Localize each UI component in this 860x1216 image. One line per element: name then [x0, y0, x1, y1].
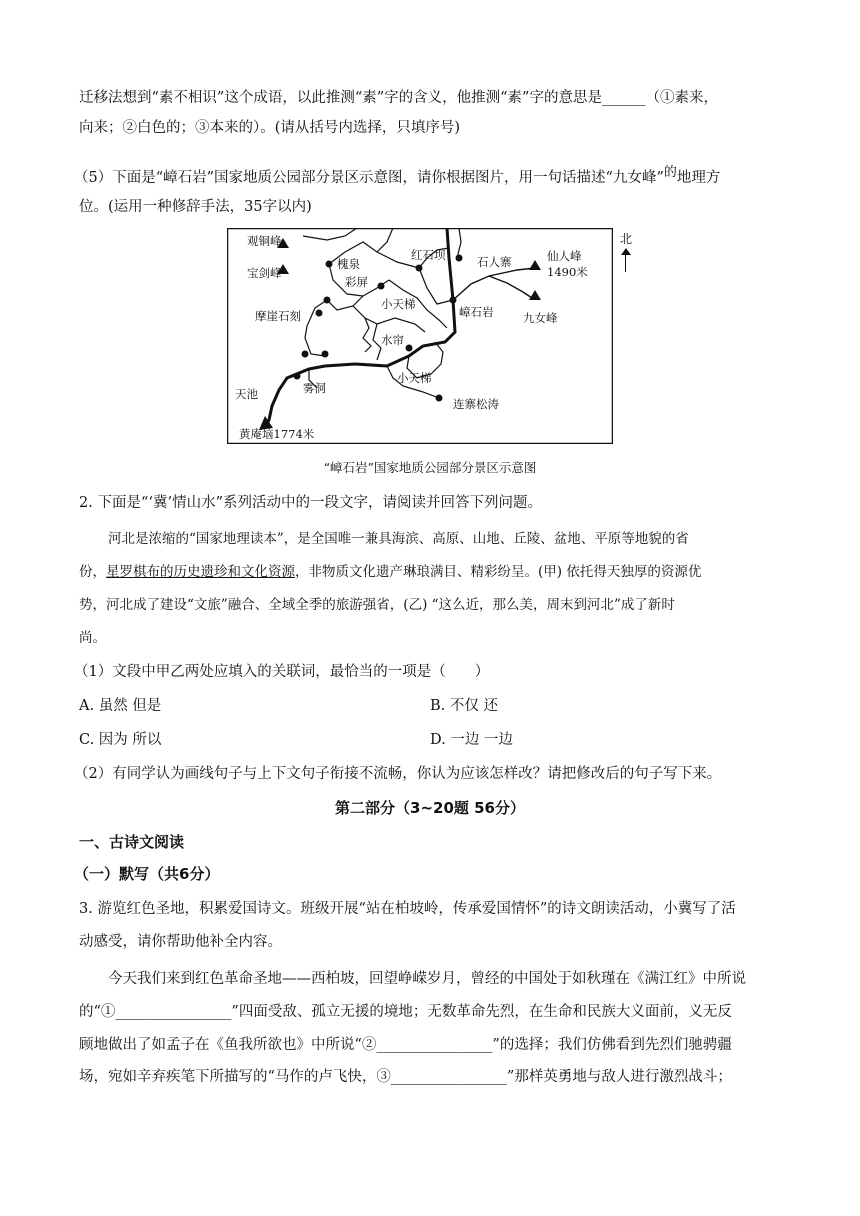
q4-continuation-line2: 向来；②白色的；③本来的）。(请从括号内选择，只填序号): [79, 120, 461, 136]
q5-text-end: 地理方: [676, 170, 721, 186]
map-label-huangangua: 黄庵垴1774米: [239, 427, 315, 441]
q5-text: （5）下面是“嶂石岩”国家地质公园部分景区示意图，请你根据图片，用一句话描述“九女峰”: [74, 170, 664, 186]
map-label-wudong: 雾洞: [303, 381, 326, 395]
map-caption: “嶂石岩”国家地质公园部分景区示意图: [323, 460, 537, 475]
map-label-caiping: 彩屏: [345, 275, 368, 289]
map-label-xiaotianti-1: 小天梯: [381, 297, 416, 311]
map-label-shirenzhai: 石人寨: [477, 255, 512, 269]
q2-option-a: A. 虽然 但是: [79, 698, 162, 714]
map-label-hongshiba: 红石坝: [411, 248, 446, 262]
map-label-huaiquan: 槐泉: [337, 257, 360, 271]
map-label-zhangshiyan: 嶂石岩: [459, 305, 494, 319]
q2-paragraph-line4: 尚。: [79, 630, 106, 646]
map-label-shuilian: 水帘: [381, 333, 404, 347]
q2-title: 2. 下面是“‘冀’情山水”系列活动中的一段文字，请阅读并回答下列问题。: [79, 495, 542, 511]
map-label-xianrenfeng-alt: 1490米: [547, 265, 588, 279]
q2-option-d: D. 一边 一边: [430, 732, 513, 748]
q3-line2: 动感受，请你帮助他补全内容。: [79, 934, 282, 950]
map-label-jiunvfeng: 九女峰: [523, 311, 558, 325]
q2-option-c: C. 因为 所以: [79, 732, 162, 748]
q2-text-post: ，非物质文化遗产琳琅满目、精彩纷呈。(甲) 依托得天独厚的资源优: [295, 564, 702, 580]
map-label-xianrenfeng: 仙人峰: [547, 249, 582, 263]
map-label-baojian: 宝剑峰: [247, 266, 282, 280]
map-label-xiaotianti-2: 小天梯: [397, 371, 432, 385]
subsection-heading: （一）默写（共6分）: [74, 865, 220, 883]
q4-continuation-line1: 迁移法想到“素不相识”这个成语，以此推测“素”字的含义，他推测“素”字的意思是______（①素来，: [79, 90, 718, 106]
q2-sub1: （1）文段中甲乙两处应填入的关联词，最恰当的一项是（ ）: [74, 664, 490, 680]
q5-prompt-line1: [74, 162, 720, 189]
q2-paragraph-line1: 河北是浓缩的“国家地理读本”，是全国唯一兼具海滨、高原、山地、丘陵、盆地、平原等地貌的省: [108, 531, 689, 547]
map-label-moyashike: 摩崖石刻: [255, 309, 301, 323]
map-label-tianchi: 天池: [235, 387, 258, 401]
north-label: 北: [620, 232, 633, 246]
q5-prompt-line2: 位。(运用一种修辞手法，35字以内): [79, 199, 312, 215]
q3-line4: 的“①________________”四面受敌、孤立无援的境地；无数革命先烈，在生命和民族大义面前，义无反: [79, 1004, 732, 1020]
q2-option-b: B. 不仅 还: [430, 698, 498, 714]
north-arrowhead-icon: [621, 248, 631, 255]
section-heading: 一、古诗文阅读: [79, 833, 185, 851]
q3-line5: 顾地做出了如孟子在《鱼我所欲也》中所说“②________________”的选择；我们仿佛看到先烈们驰骋疆: [79, 1037, 732, 1053]
map-label-lianzhai: 连寨松涛: [453, 397, 499, 411]
map-label-guantong: 观铜峰: [247, 234, 282, 248]
part2-heading: 第二部分（3~20题 56分）: [335, 799, 525, 817]
q2-paragraph-line2: [79, 561, 701, 583]
q3-line1: 3. 游览红色圣地，积累爱国诗文。班级开展“站在柏坡岭，传承爱国情怀”的诗文朗读活动，小冀写了活: [79, 901, 736, 917]
q2-text-pre: 份，: [79, 564, 106, 580]
q2-sub2: （2）有同学认为画线句子与上下文句子衔接不流畅，你认为应该怎样改？请把修改后的句子写下来。: [74, 766, 722, 782]
q5-superscript: 的: [663, 165, 677, 180]
q2-paragraph-line3: 势，河北成了建设“文旅”融合、全域全季的旅游强省，(乙) “这么近，那么美，周末到河北”成了新时: [79, 597, 675, 613]
q3-line3: 今天我们来到红色革命圣地——西柏坡，回望峥嵘岁月，曾经的中国处于如秋瑾在《满江红》中所说: [108, 971, 746, 987]
q3-line6: 场，宛如辛弃疾笔下所描写的“马作的卢飞快，③________________”那样英勇地与敌人进行激烈战斗；: [79, 1069, 732, 1085]
park-map: [227, 228, 613, 444]
q2-underlined-sentence: 星罗棋布的历史遗珍和文化资源: [106, 564, 295, 580]
